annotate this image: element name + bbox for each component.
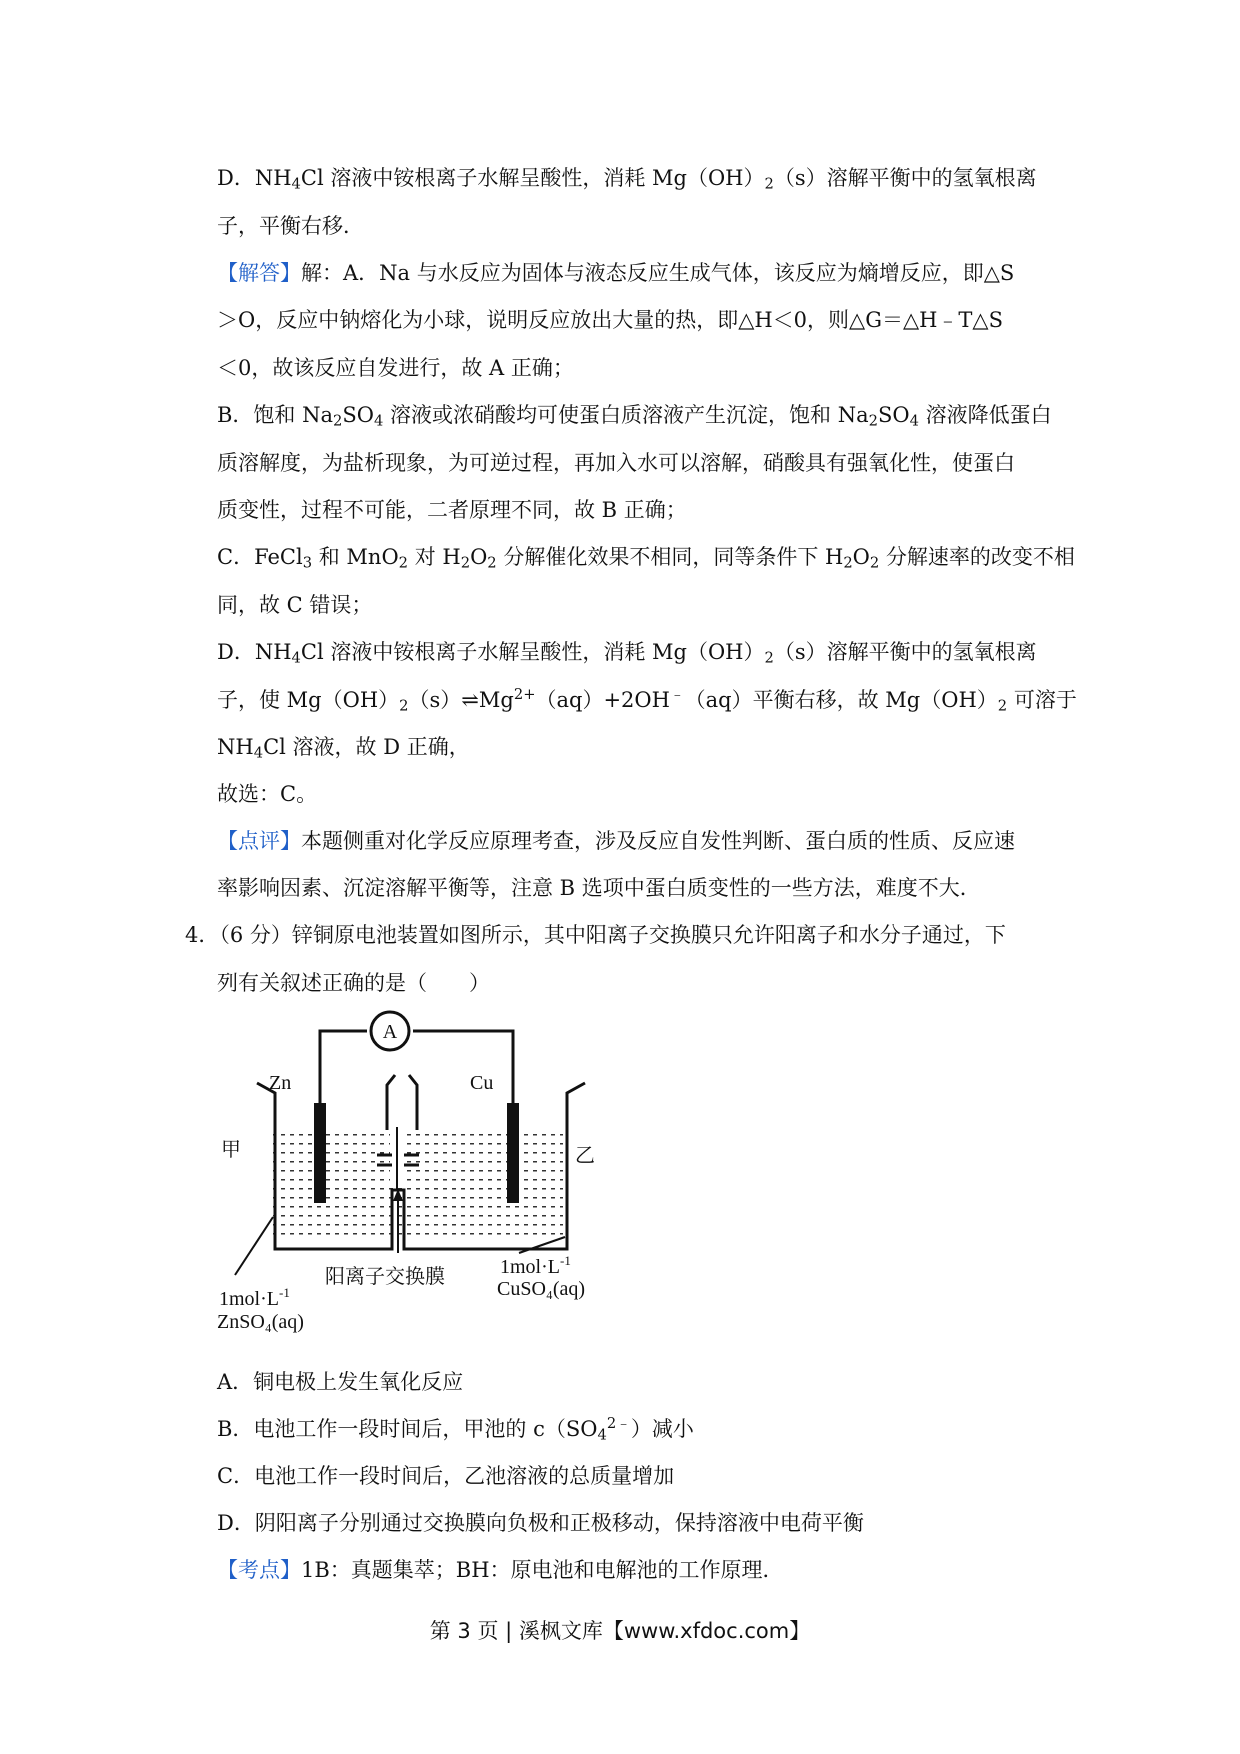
zn-label: Zn bbox=[269, 1072, 292, 1094]
cell-jia-label: 甲 bbox=[221, 1137, 241, 1161]
text-line: 故选：C。 bbox=[217, 782, 318, 806]
text-line: 同，故 C 错误； bbox=[217, 593, 373, 617]
text-line: $NH_4Cl$ 溶液，故 D 正确， bbox=[217, 735, 470, 762]
text-line: B．饱和 $Na_2SO_4$ 溶液或浓硝酸均可使蛋白质溶液产生沉淀，饱和 $Na_2SO_4$ 溶液降低蛋白 bbox=[217, 403, 1052, 430]
left-solution-label: ZnSO₄(aq) bbox=[217, 1311, 304, 1333]
right-conc-label: $1mol\cdot L^{-1}$ bbox=[500, 1253, 571, 1278]
cu-label: Cu bbox=[470, 1072, 494, 1094]
ammeter-label: A bbox=[382, 1021, 398, 1043]
text-line: C．FeCl$_3$ 和 MnO$_2$ 对 $H_2O_2$ 分解催化效果不相同，同等条件下 $H_2O_2$ 分解速率的改变不相 bbox=[217, 545, 1075, 572]
question-number: 4． bbox=[185, 923, 220, 947]
wire-right bbox=[413, 1031, 513, 1103]
answer-paragraph: 【解答】解：A．Na 与水反应为固体与液态反应生成气体，该反应为熵增反应，即△S bbox=[217, 261, 1015, 285]
left-conc-label: $1mol\cdot L^{-1}$ bbox=[219, 1285, 290, 1310]
text-line: 列有关叙述正确的是（ ） bbox=[217, 971, 490, 995]
text-line: 子，平衡右移． bbox=[217, 214, 364, 238]
wire-left bbox=[320, 1031, 367, 1103]
key-point-paragraph: 【考点】1B：真题集萃；BH：原电池和电解池的工作原理． bbox=[217, 1558, 784, 1582]
answer-tag: 【解答】 bbox=[217, 261, 301, 285]
text-line: 质溶解度，为盐析现象，为可逆过程，再加入水可以溶解，硝酸具有强氧化性，使蛋白 bbox=[217, 451, 1015, 475]
right-solution bbox=[405, 1133, 563, 1236]
option-c: C．电池工作一段时间后，乙池溶液的总质量增加 bbox=[217, 1464, 675, 1488]
option-d: D．阴阳离子分别通过交换膜向负极和正极移动，保持溶液中电荷平衡 bbox=[217, 1511, 864, 1535]
membrane-label: 阳离子交换膜 bbox=[325, 1264, 445, 1288]
text-line: 率影响因素、沉淀溶解平衡等，注意 B 选项中蛋白质变性的一些方法，难度不大． bbox=[217, 876, 981, 900]
right-solution-label: CuSO₄(aq) bbox=[497, 1278, 586, 1300]
text-line: 质变性，过程不可能，二者原理不同，故 B 正确； bbox=[217, 498, 687, 522]
option-b: B．电池工作一段时间后，甲池的 $c(SO_4^{2﹣})$减小 bbox=[217, 1414, 694, 1444]
text-line: ＜0，故该反应自发进行，故 A 正确； bbox=[217, 356, 574, 380]
comment-paragraph: 【点评】本题侧重对化学反应原理考查，涉及反应自发性判断、蛋白质的性质、反应速 bbox=[217, 829, 1015, 853]
copper-electrode bbox=[507, 1103, 519, 1203]
comment-tag: 【点评】 bbox=[217, 829, 301, 853]
text-line: D．$NH_4Cl$ 溶液中铵根离子水解呈酸性，消耗 $Mg(OH)_2(s)$溶解平衡中的氢氧根离 bbox=[217, 166, 1037, 193]
page-footer: 第 3 页 | 溪枫文库【www.xfdoc.com】 bbox=[429, 1619, 811, 1643]
zinc-electrode bbox=[314, 1103, 326, 1203]
galvanic-cell-diagram bbox=[217, 1005, 647, 1335]
text-line: 子，使 $Mg(OH)_2(s)\rightleftharpoons Mg^{2+}(aq)+2OH^﹣(aq)$平衡右移，故 $Mg(OH)_2$ 可溶于 bbox=[217, 685, 1077, 715]
text-line: ＞O，反应中钠熔化为小球，说明反应放出大量的热，即△H＜0，则△G＝△H﹣T△S bbox=[217, 308, 1003, 332]
question-4: 4．（6 分）锌铜原电池装置如图所示，其中阳离子交换膜只允许阳离子和水分子通过，下 bbox=[185, 923, 1006, 947]
option-a: A．铜电极上发生氧化反应 bbox=[217, 1370, 464, 1394]
text-line: D．$NH_4Cl$ 溶液中铵根离子水解呈酸性，消耗 $Mg(OH)_2(s)$溶解平衡中的氢氧根离 bbox=[217, 640, 1037, 667]
key-point-tag: 【考点】 bbox=[217, 1558, 301, 1582]
cell-yi-label: 乙 bbox=[575, 1143, 595, 1167]
